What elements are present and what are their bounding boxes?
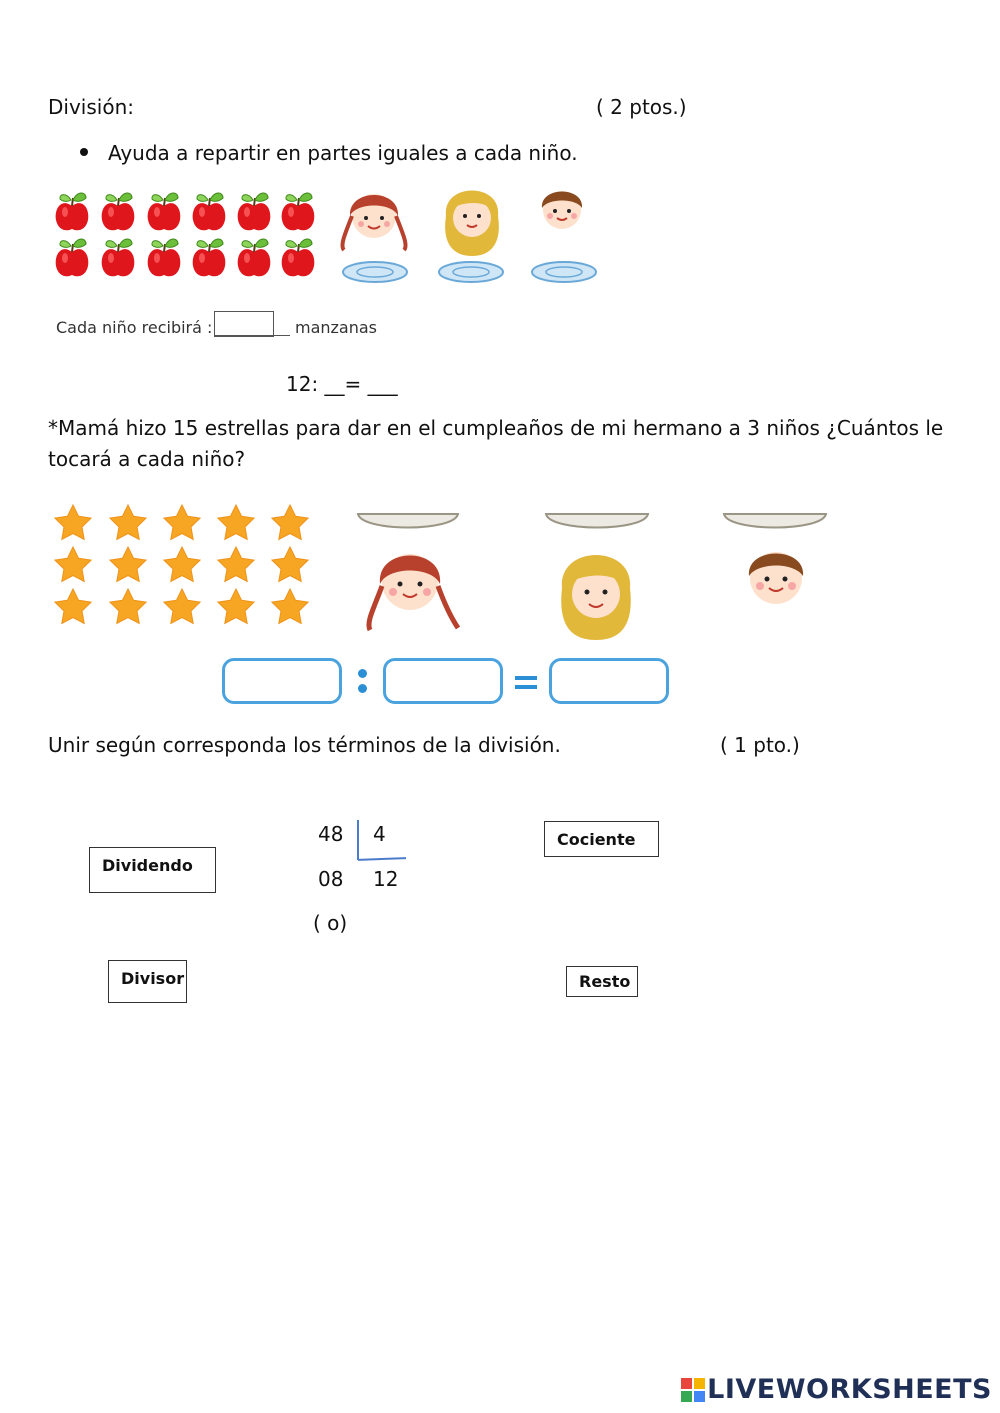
equals-icon xyxy=(515,676,537,680)
plate-icon xyxy=(532,262,596,282)
boy-face-icon xyxy=(749,552,803,604)
dividend-input-box[interactable] xyxy=(222,658,342,704)
term-resto-label: Resto xyxy=(579,972,631,991)
plate-icon xyxy=(343,262,407,282)
liveworksheets-logo xyxy=(681,1374,992,1405)
term-divisor-label: Divisor xyxy=(121,969,185,988)
term-resto-box[interactable] xyxy=(566,966,638,997)
divisor-number: 4 xyxy=(373,822,386,846)
blonde-girl-face-icon xyxy=(561,555,631,640)
answer-input-box[interactable] xyxy=(214,311,274,337)
bowl-icon xyxy=(358,514,826,528)
section-points: ( 2 ptos.) xyxy=(596,95,687,119)
apples-children-illustration xyxy=(48,182,608,292)
partial-number: 08 xyxy=(318,867,344,891)
remainder-number: ( o) xyxy=(313,911,348,935)
term-dividendo-label: Dividendo xyxy=(102,856,193,875)
answer-underline xyxy=(214,335,290,336)
quotient-number: 12 xyxy=(373,867,399,891)
plate-icon xyxy=(439,262,503,282)
dividend-number: 48 xyxy=(318,822,344,846)
division-colon-icon xyxy=(358,669,367,678)
apple-icon xyxy=(56,193,315,276)
girl-face-icon xyxy=(342,194,405,250)
liveworksheets-logo-text: LIVEWORKSHEETS xyxy=(707,1374,992,1405)
bullet-instruction: Ayuda a repartir en partes iguales a cada niño. xyxy=(108,141,578,165)
liveworksheets-logo-icon xyxy=(681,1378,705,1402)
section-title: División: xyxy=(48,95,134,119)
quotient-input-box[interactable] xyxy=(549,658,669,704)
term-cociente-label: Cociente xyxy=(557,829,636,849)
stars-children-illustration xyxy=(48,500,848,650)
answer-label-after: manzanas xyxy=(295,318,378,337)
blonde-girl-face-icon xyxy=(445,191,499,257)
star-icon xyxy=(55,505,308,623)
matching-instruction: Unir según corresponda los términos de la división. xyxy=(48,733,561,757)
divisor-input-box[interactable] xyxy=(383,658,503,704)
matching-points: ( 1 pto.) xyxy=(720,733,800,757)
answer-label-before: Cada niño recibirá : xyxy=(56,318,213,337)
boy-face-icon xyxy=(542,191,582,229)
division-bracket-vertical xyxy=(357,820,359,860)
problem-line-2: tocará a cada niño? xyxy=(48,447,246,471)
term-dividendo-box[interactable] xyxy=(89,847,216,893)
division-bracket-horizontal xyxy=(358,857,406,860)
term-cociente-box[interactable] xyxy=(544,821,659,857)
girl-face-icon xyxy=(369,554,458,630)
equation-text: 12: __= ___ xyxy=(286,372,398,396)
term-divisor-box[interactable] xyxy=(108,960,187,1003)
problem-line-1: *Mamá hizo 15 estrellas para dar en el cumpleaños de mi hermano a 3 niños ¿Cuántos le xyxy=(48,416,944,440)
bullet-icon xyxy=(80,148,88,156)
